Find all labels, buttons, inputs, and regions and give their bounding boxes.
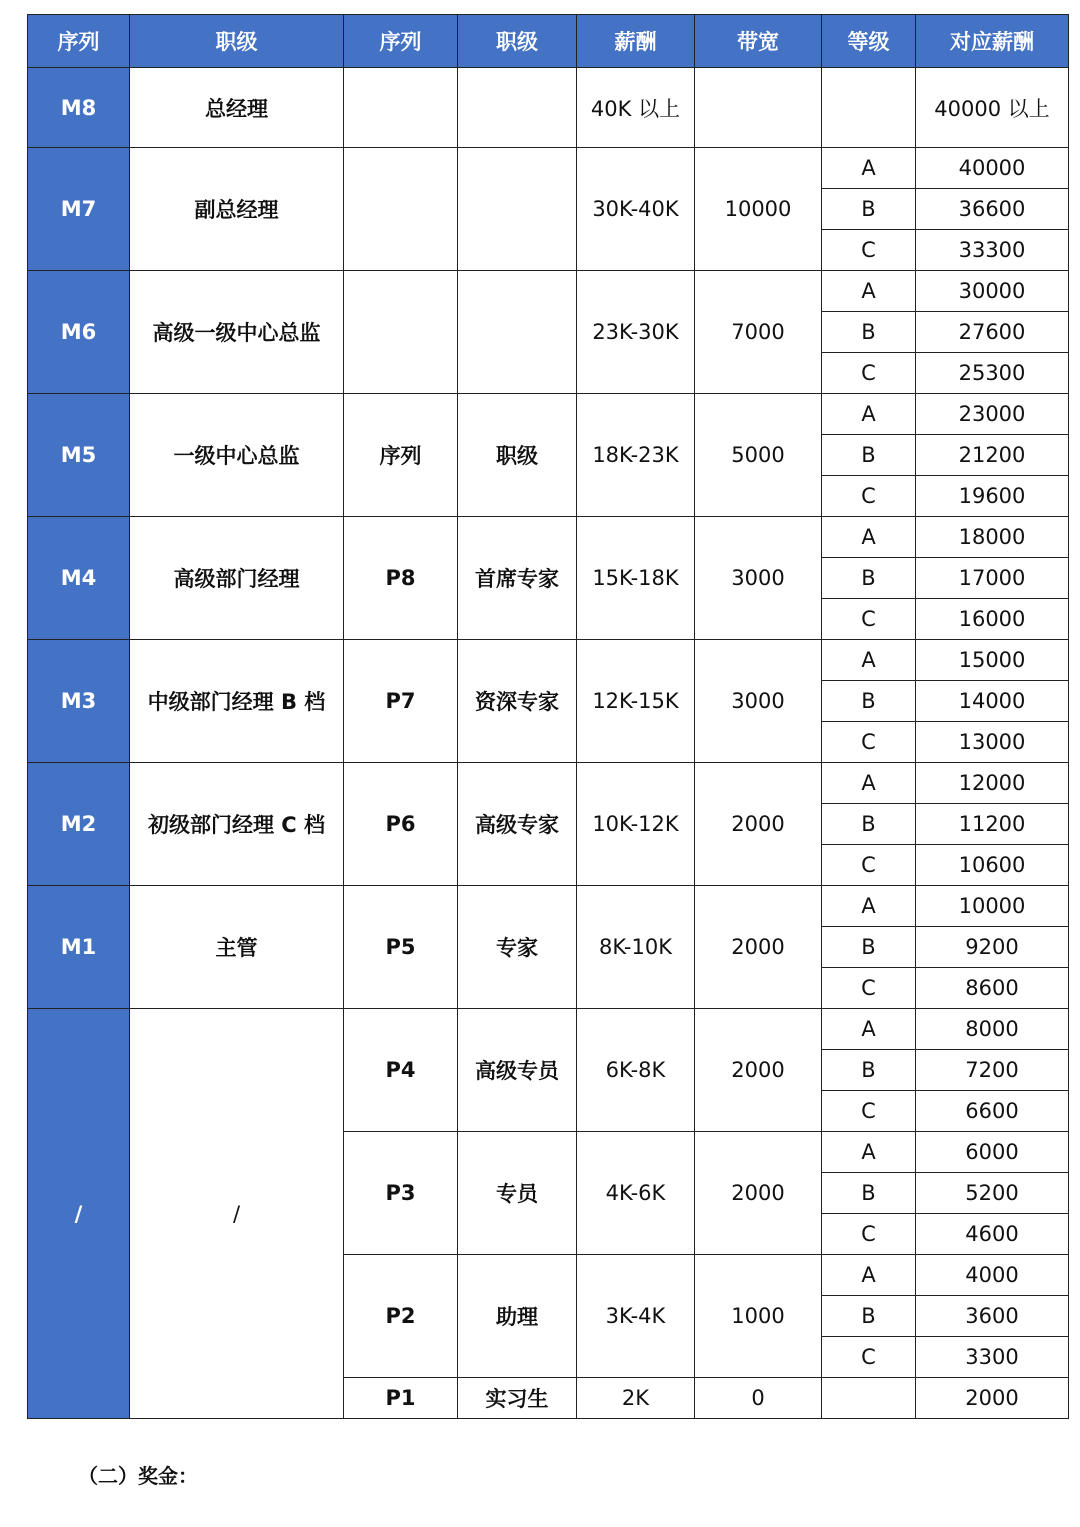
m-title: 一级中心总监: [130, 394, 344, 517]
pay: 10600: [916, 845, 1069, 886]
bandwidth: 2000: [695, 886, 822, 1009]
grade: B: [822, 189, 916, 230]
m-code: M8: [28, 68, 130, 148]
bandwidth: 2000: [695, 1009, 822, 1132]
m-code: M7: [28, 148, 130, 271]
pay: 33300: [916, 230, 1069, 271]
grade: C: [822, 1214, 916, 1255]
p-title: 实习生: [458, 1378, 577, 1419]
m-code: M1: [28, 886, 130, 1009]
p-title: 助理: [458, 1255, 577, 1378]
p-code: P1: [344, 1378, 458, 1419]
p-code: P6: [344, 763, 458, 886]
header-cell: 序列: [28, 15, 130, 68]
salary-range: 8K-10K: [577, 886, 695, 1009]
grade: B: [822, 435, 916, 476]
salary-range: 30K-40K: [577, 148, 695, 271]
m-code: M4: [28, 517, 130, 640]
grade: B: [822, 1050, 916, 1091]
grade: C: [822, 599, 916, 640]
p-code: [344, 148, 458, 271]
grade: B: [822, 681, 916, 722]
p-title: 资深专家: [458, 640, 577, 763]
p-title: 高级专家: [458, 763, 577, 886]
grade: C: [822, 353, 916, 394]
pay: 6600: [916, 1091, 1069, 1132]
grade: B: [822, 927, 916, 968]
pay: 11200: [916, 804, 1069, 845]
pay: 5200: [916, 1173, 1069, 1214]
bandwidth: 1000: [695, 1255, 822, 1378]
m-code: M2: [28, 763, 130, 886]
table-row: [28, 640, 1069, 681]
grade: C: [822, 968, 916, 1009]
p-title: 高级专员: [458, 1009, 577, 1132]
grade: B: [822, 804, 916, 845]
m-code: M3: [28, 640, 130, 763]
m-title: /: [130, 1009, 344, 1419]
p-code: 序列: [344, 394, 458, 517]
pay: 8000: [916, 1009, 1069, 1050]
p-code: P4: [344, 1009, 458, 1132]
salary-range: 15K-18K: [577, 517, 695, 640]
grade: [822, 68, 916, 148]
p-title: 首席专家: [458, 517, 577, 640]
grade: A: [822, 763, 916, 804]
m-code: /: [28, 1009, 130, 1419]
header-cell: 职级: [458, 15, 577, 68]
salary-range: 3K-4K: [577, 1255, 695, 1378]
bandwidth: [695, 68, 822, 148]
bandwidth: 3000: [695, 640, 822, 763]
table-row: [28, 271, 1069, 312]
pay: 15000: [916, 640, 1069, 681]
p-code: P7: [344, 640, 458, 763]
pay: 13000: [916, 722, 1069, 763]
pay: 25300: [916, 353, 1069, 394]
p-code: P5: [344, 886, 458, 1009]
salary-range: 2K: [577, 1378, 695, 1419]
header-cell: 对应薪酬: [916, 15, 1069, 68]
pay: 23000: [916, 394, 1069, 435]
pay: 2000: [916, 1378, 1069, 1419]
grade: B: [822, 1173, 916, 1214]
grade: A: [822, 1255, 916, 1296]
grade: C: [822, 476, 916, 517]
pay: 6000: [916, 1132, 1069, 1173]
pay: 17000: [916, 558, 1069, 599]
pay: 8600: [916, 968, 1069, 1009]
pay: 19600: [916, 476, 1069, 517]
bandwidth: 3000: [695, 517, 822, 640]
pay: 4000: [916, 1255, 1069, 1296]
table-row: [28, 886, 1069, 927]
salary-range: 23K-30K: [577, 271, 695, 394]
pay: 30000: [916, 271, 1069, 312]
bandwidth: 10000: [695, 148, 822, 271]
pay: 36600: [916, 189, 1069, 230]
pay: 40000: [916, 148, 1069, 189]
p-title: 专家: [458, 886, 577, 1009]
header-row: [28, 15, 1069, 68]
salary-range: 40K 以上: [577, 68, 695, 148]
p-title: 专员: [458, 1132, 577, 1255]
bandwidth: 5000: [695, 394, 822, 517]
pay: 3600: [916, 1296, 1069, 1337]
m-title: 初级部门经理 C 档: [130, 763, 344, 886]
table-row: [28, 68, 1069, 148]
p-code: [344, 68, 458, 148]
pay: 18000: [916, 517, 1069, 558]
p-code: P2: [344, 1255, 458, 1378]
table-row: [28, 1009, 1069, 1050]
salary-table: [27, 14, 1069, 1419]
salary-range: 6K-8K: [577, 1009, 695, 1132]
m-title: 主管: [130, 886, 344, 1009]
header-cell: 等级: [822, 15, 916, 68]
grade: A: [822, 394, 916, 435]
salary-range: 4K-6K: [577, 1132, 695, 1255]
m-title: 高级一级中心总监: [130, 271, 344, 394]
table-row: [28, 148, 1069, 189]
grade: A: [822, 1009, 916, 1050]
m-title: 副总经理: [130, 148, 344, 271]
salary-range: 10K-12K: [577, 763, 695, 886]
grade: A: [822, 886, 916, 927]
table-row: [28, 394, 1069, 435]
grade: C: [822, 1091, 916, 1132]
p-code: P3: [344, 1132, 458, 1255]
grade: A: [822, 148, 916, 189]
grade: C: [822, 845, 916, 886]
grade: C: [822, 722, 916, 763]
p-title: [458, 271, 577, 394]
grade: A: [822, 517, 916, 558]
m-code: M6: [28, 271, 130, 394]
pay: 40000 以上: [916, 68, 1069, 148]
p-title: [458, 68, 577, 148]
grade: [822, 1378, 916, 1419]
grade: C: [822, 1337, 916, 1378]
section-heading: （二）奖金：: [78, 1464, 198, 1488]
grade: A: [822, 271, 916, 312]
grade: A: [822, 1132, 916, 1173]
salary-range: 18K-23K: [577, 394, 695, 517]
header-cell: 序列: [344, 15, 458, 68]
p-title: [458, 148, 577, 271]
pay: 4600: [916, 1214, 1069, 1255]
pay: 16000: [916, 599, 1069, 640]
header-cell: 职级: [130, 15, 344, 68]
header-cell: 薪酬: [577, 15, 695, 68]
grade: A: [822, 640, 916, 681]
m-title: 总经理: [130, 68, 344, 148]
bandwidth: 7000: [695, 271, 822, 394]
bandwidth: 0: [695, 1378, 822, 1419]
table-row: [28, 763, 1069, 804]
p-title: 职级: [458, 394, 577, 517]
m-title: 中级部门经理 B 档: [130, 640, 344, 763]
grade: B: [822, 1296, 916, 1337]
pay: 3300: [916, 1337, 1069, 1378]
table-row: [28, 517, 1069, 558]
bandwidth: 2000: [695, 763, 822, 886]
p-code: P8: [344, 517, 458, 640]
pay: 9200: [916, 927, 1069, 968]
salary-range: 12K-15K: [577, 640, 695, 763]
pay: 27600: [916, 312, 1069, 353]
p-code: [344, 271, 458, 394]
grade: C: [822, 230, 916, 271]
pay: 14000: [916, 681, 1069, 722]
bandwidth: 2000: [695, 1132, 822, 1255]
m-title: 高级部门经理: [130, 517, 344, 640]
pay: 12000: [916, 763, 1069, 804]
grade: B: [822, 312, 916, 353]
header-cell: 带宽: [695, 15, 822, 68]
m-code: M5: [28, 394, 130, 517]
pay: 21200: [916, 435, 1069, 476]
pay: 10000: [916, 886, 1069, 927]
grade: B: [822, 558, 916, 599]
pay: 7200: [916, 1050, 1069, 1091]
